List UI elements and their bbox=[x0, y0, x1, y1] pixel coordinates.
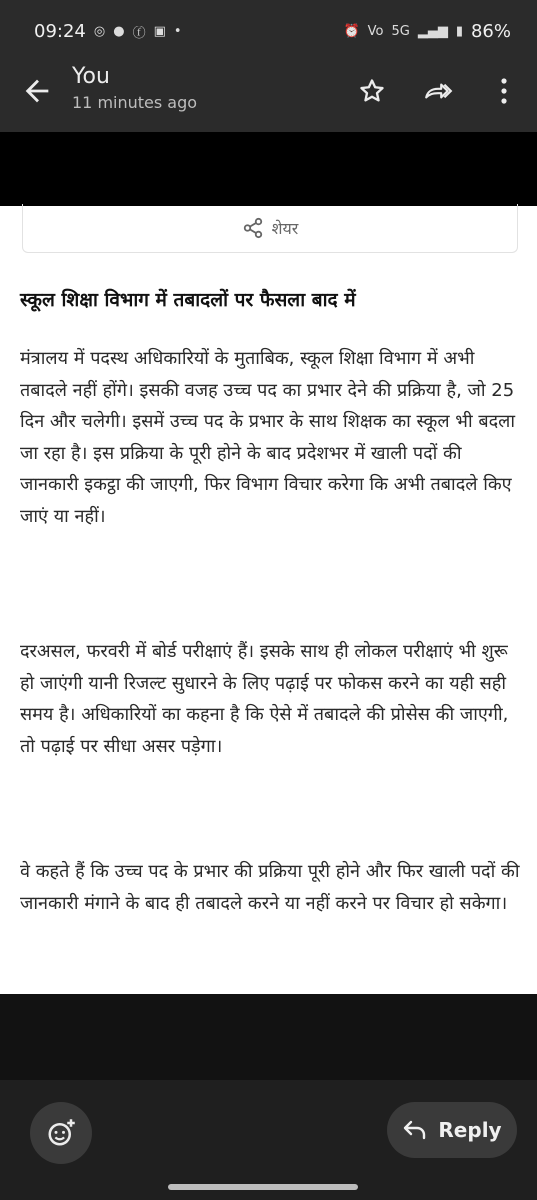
forward-icon bbox=[423, 77, 453, 105]
gesture-handle[interactable] bbox=[168, 1184, 358, 1190]
reply-label: Reply bbox=[438, 1118, 502, 1142]
5g-icon: 5G bbox=[391, 23, 410, 39]
facebook-icon: ⓕ bbox=[132, 25, 146, 41]
app-bar-actions bbox=[357, 76, 519, 106]
status-left bbox=[34, 21, 182, 42]
star-button[interactable] bbox=[357, 76, 387, 106]
status-time: 09:24 bbox=[34, 20, 86, 42]
battery-percent: 86% bbox=[470, 20, 511, 42]
sender-info bbox=[72, 64, 197, 112]
chat-icon: ● bbox=[113, 23, 125, 39]
image-top-border bbox=[0, 132, 537, 206]
sender-name: You bbox=[72, 64, 110, 89]
volte-icon: Vo bbox=[367, 23, 384, 39]
more-vertical-icon bbox=[499, 77, 509, 105]
bottom-action-bar bbox=[0, 1080, 537, 1200]
reply-icon bbox=[402, 1119, 428, 1141]
back-button[interactable] bbox=[20, 74, 54, 108]
youtube-icon: ▣ bbox=[153, 23, 166, 39]
reply-button[interactable] bbox=[387, 1102, 517, 1158]
article-paragraph-1: मंत्रालय में पदस्थ अधिकारियों के मुताबिक, स्कूल शिक्षा विभाग में अभी तबादले नहीं होंगे। इसकी वजह उच्च पद का प्रभार देने की प्रक्रिया है, जो 25 दिन और चलेगी। इसमें उच्च पद के प्रभार के साथ शिक्षक का स्कूल भी बदला जा रहा है। इस प्रक्रिया के पूरी होने के बाद प्रदेशभर में खाली पदों की जानकारी इकट्ठा की जाएगी, फिर विभाग विचार करेगा कि अभी तबादले किए जाएं या नहीं। bbox=[20, 348, 516, 527]
whatsapp-icon: ◎ bbox=[93, 23, 106, 39]
add-emoji-icon bbox=[46, 1118, 76, 1148]
article-paragraph-2: दरअसल, फरवरी में बोर्ड परीक्षाएं हैं। इसके साथ ही लोकल परीक्षाएं भी शुरू हो जाएंगी यानी रिजल्ट सुधारने के लिए पढ़ाई पर फोकस करने का यही सही समय है। अधिकारियों का कहना है कि ऐसे में तबादले की प्रोसेस की जाएगी, तो पढ़ाई पर सीधा असर पड़ेगा। bbox=[20, 641, 509, 757]
status-right bbox=[343, 21, 511, 42]
back-arrow-icon bbox=[20, 74, 54, 108]
dot-icon: • bbox=[173, 23, 182, 39]
app-bar bbox=[0, 62, 537, 132]
message-time: 11 minutes ago bbox=[72, 93, 198, 112]
more-options-button[interactable] bbox=[489, 76, 519, 106]
battery-icon: ▮ bbox=[455, 23, 463, 39]
status-bar bbox=[0, 0, 537, 62]
forward-all-button[interactable] bbox=[423, 76, 453, 106]
star-icon bbox=[358, 77, 386, 105]
share-label: शेयर bbox=[271, 219, 299, 238]
alarm-icon: ⏰ bbox=[343, 23, 360, 39]
add-reaction-button[interactable] bbox=[30, 1102, 92, 1164]
share-icon bbox=[242, 217, 264, 239]
signal-icon: ▂▄▆ bbox=[417, 23, 448, 39]
article-image bbox=[0, 206, 537, 994]
article-paragraph-3: वे कहते हैं कि उच्च पद के प्रभार की प्रक्रिया पूरी होने और फिर खाली पदों की जानकारी मंगाने के बाद ही तबादले करने या नहीं करने पर विचार हो सकेगा। bbox=[20, 861, 520, 914]
article-headline: स्कूल शिक्षा विभाग में तबादलों पर फैसला बाद में bbox=[20, 289, 356, 311]
share-button[interactable] bbox=[22, 204, 518, 253]
